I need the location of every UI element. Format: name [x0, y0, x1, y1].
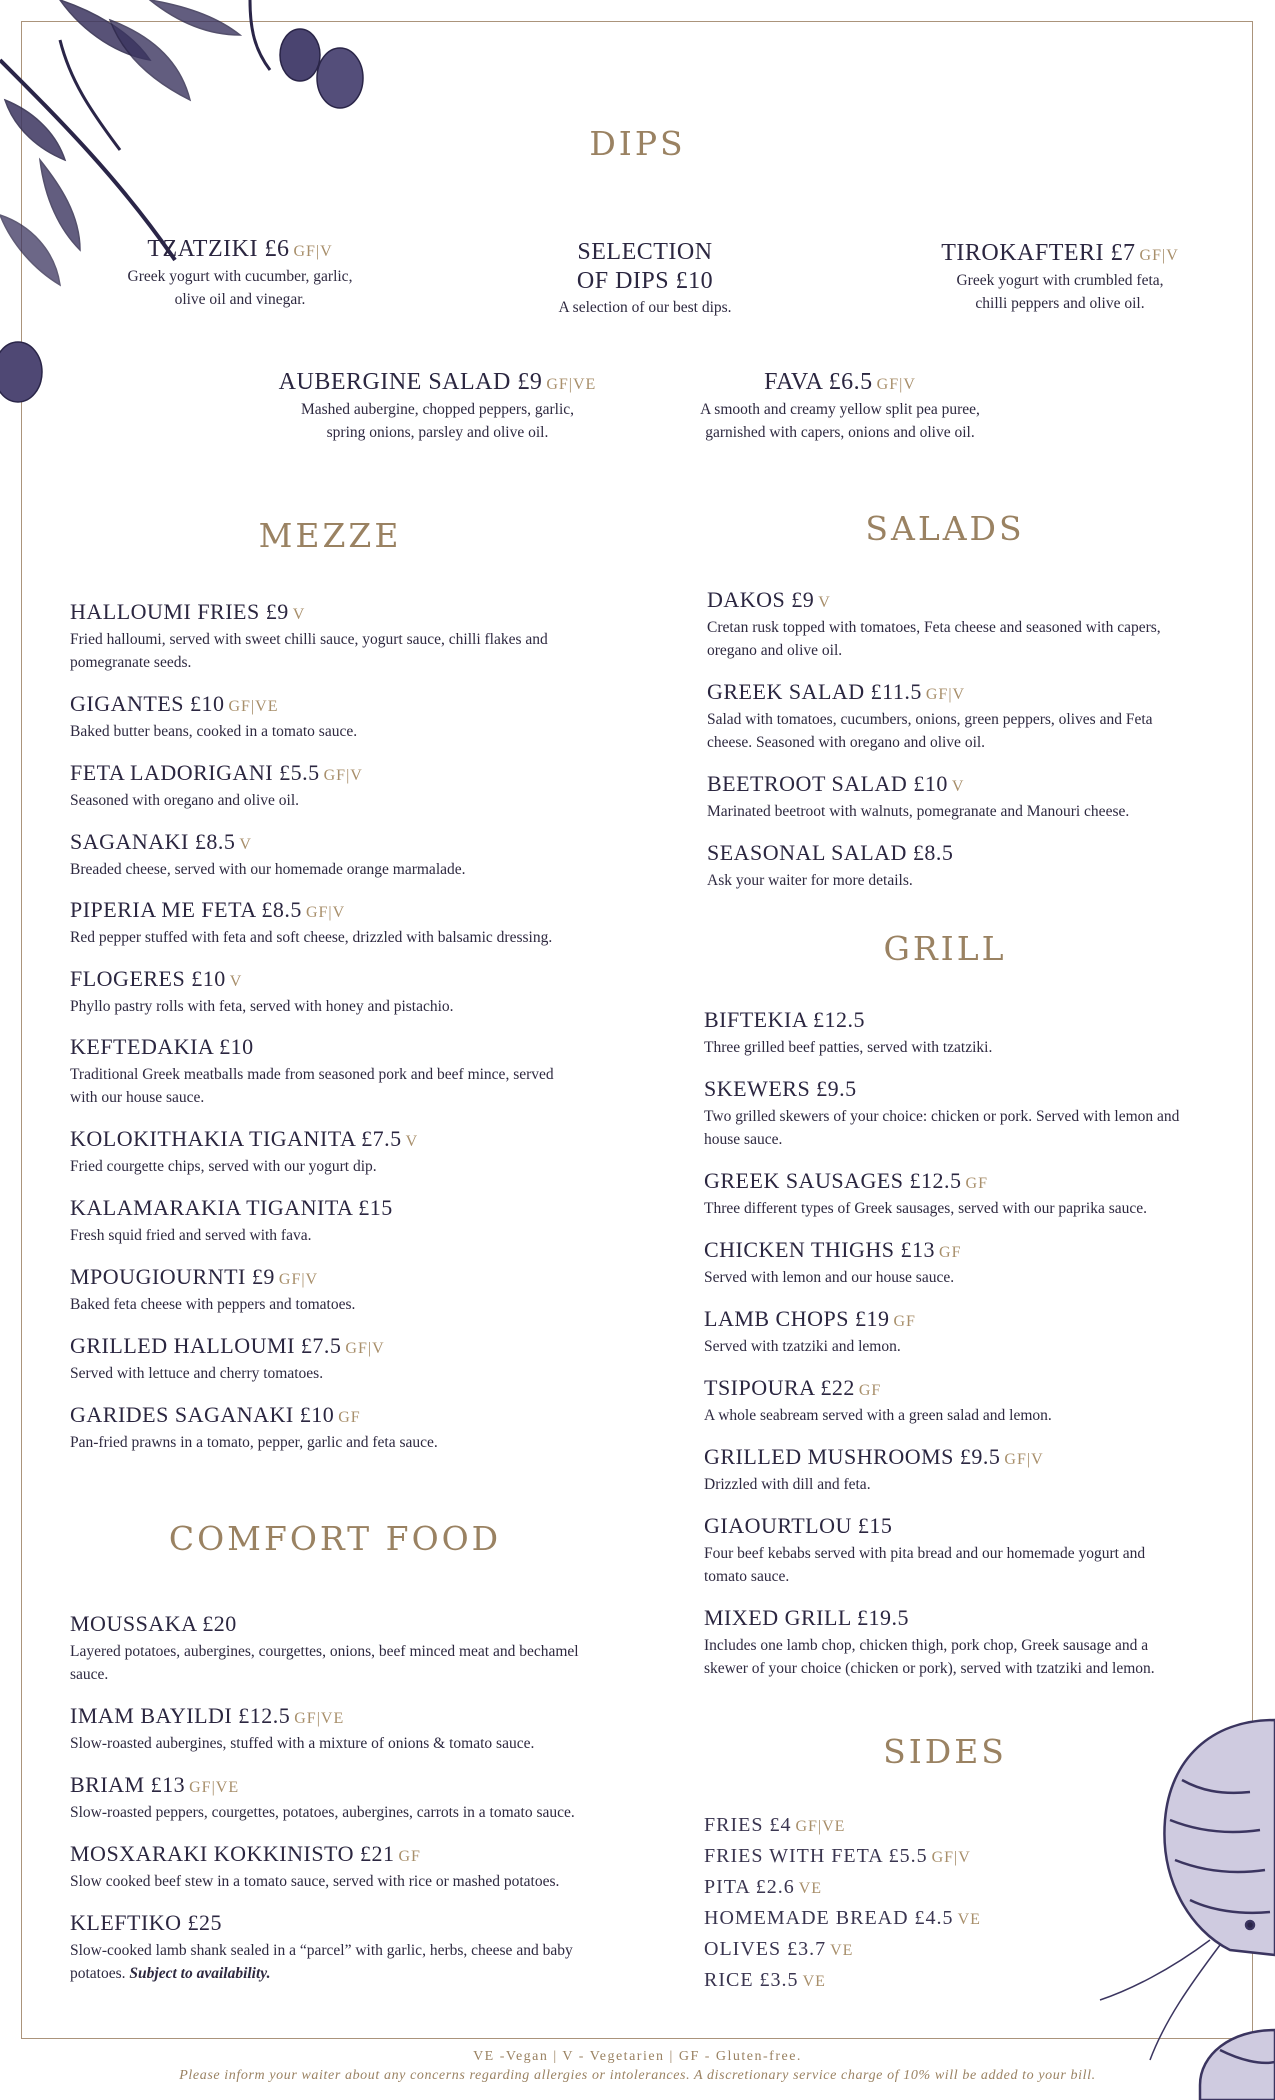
- item-name: DAKOS £9: [707, 587, 815, 612]
- item-desc: Four beef kebabs served with pita bread and our homemade yogurt and tomato sauce.: [704, 1545, 1146, 1585]
- item-name: KOLOKITHAKIA TIGANITA £7.5: [70, 1126, 402, 1151]
- item-name: GIAOURTLOU £15: [704, 1513, 893, 1538]
- dip-selection: [500, 238, 790, 319]
- dip-name: SELECTION: [577, 239, 713, 265]
- item-desc: Slow-cooked lamb shank sealed in a “parcel” with garlic, herbs, cheese and baby potatoes.: [70, 1942, 573, 1982]
- item-name: KEFTEDAKIA £10: [70, 1034, 254, 1059]
- dietary-tag: V: [405, 1133, 419, 1150]
- dip-desc: chilli peppers and olive oil.: [975, 295, 1145, 312]
- heading-grill: GRILL: [883, 929, 1007, 968]
- item-name: PIPERIA ME FETA £8.5: [70, 897, 302, 922]
- item-name: LAMB CHOPS £19: [704, 1306, 890, 1331]
- grill-item: [704, 1306, 1204, 1358]
- item-name: IMAM BAYILDI £12.5: [70, 1703, 291, 1728]
- dietary-tag: GF|VE: [228, 698, 279, 715]
- item-name: BEETROOT SALAD £10: [707, 771, 948, 796]
- mezze-item: [70, 1402, 630, 1454]
- grill-item: [704, 1237, 1204, 1289]
- grill-item: [704, 1444, 1204, 1496]
- comfort-item: [70, 1841, 670, 1893]
- dip-desc: Greek yogurt with cucumber, garlic,: [127, 268, 353, 285]
- item-name: OLIVES £3.7: [704, 1938, 827, 1960]
- dietary-legend: VE -Vegan | V - Vegetarien | GF - Gluten-free.: [473, 2049, 802, 2064]
- dip-name: TZATZIKI £6: [147, 236, 290, 262]
- item-name: FRIES £4: [704, 1814, 792, 1836]
- olive-branch-illustration: [0, 0, 380, 420]
- dietary-tag: GF|V: [323, 767, 363, 784]
- dietary-tag: GF|VE: [294, 1710, 345, 1727]
- item-desc: Fresh squid fried and served with fava.: [70, 1227, 312, 1244]
- heading-dips: DIPS: [589, 124, 686, 163]
- item-desc: Red pepper stuffed with feta and soft cheese, drizzled with balsamic dressing.: [70, 929, 553, 946]
- item-desc: Layered potatoes, aubergines, courgettes, onions, beef minced meat and bechamel sauce.: [70, 1643, 579, 1683]
- dietary-tag: GF|V: [305, 904, 346, 921]
- side-item: [704, 1907, 981, 1930]
- heading-sides: SIDES: [883, 1732, 1007, 1771]
- grill-item: [704, 1076, 1204, 1151]
- item-name: HOMEMADE BREAD £4.5: [704, 1907, 954, 1929]
- item-desc: Seasoned with oregano and olive oil.: [70, 792, 300, 809]
- item-desc: Three different types of Greek sausages, served with our paprika sauce.: [704, 1200, 1148, 1217]
- dietary-tag: GF|V: [1139, 247, 1179, 264]
- mezze-item: [70, 1333, 630, 1385]
- dietary-tag: GF|V: [278, 1271, 319, 1288]
- dietary-tag: V: [239, 836, 252, 853]
- dip-name: TIROKAFTERI £7: [941, 240, 1136, 266]
- item-name: FLOGERES £10: [70, 966, 226, 991]
- dietary-tag: GF|VE: [546, 376, 597, 393]
- dietary-tag: V: [951, 778, 965, 795]
- dietary-tag: VE: [957, 1911, 981, 1928]
- salad-item: [707, 840, 1197, 892]
- item-desc: Breaded cheese, served with our homemade orange marmalade.: [70, 861, 466, 878]
- item-desc: A whole seabream served with a green salad and lemon.: [704, 1407, 1052, 1424]
- item-desc: Slow-roasted aubergines, stuffed with a mixture of onions & tomato sauce.: [70, 1735, 535, 1752]
- dip-desc: olive oil and vinegar.: [174, 291, 306, 308]
- item-name: GREEK SAUSAGES £12.5: [704, 1168, 962, 1193]
- dietary-tag: GF|VE: [189, 1779, 240, 1796]
- dietary-tag: GF: [893, 1313, 916, 1330]
- mezze-item: [70, 760, 590, 812]
- item-name: CHICKEN THIGHS £13: [704, 1237, 936, 1262]
- grill-item: [704, 1605, 1184, 1680]
- mezze-item: [70, 691, 590, 743]
- heading-comfort-food: COMFORT FOOD: [168, 1519, 502, 1558]
- item-name: GRILLED MUSHROOMS £9.5: [704, 1444, 1001, 1469]
- mezze-item: [70, 897, 650, 949]
- item-desc: Salad with tomatoes, cucumbers, onions, green peppers, olives and Feta cheese. Seasoned with oregano and olive oil.: [707, 711, 1153, 751]
- item-name: SAGANAKI £8.5: [70, 829, 236, 854]
- item-desc: Baked feta cheese with peppers and tomatoes.: [70, 1296, 356, 1313]
- item-name: RICE £3.5: [704, 1969, 799, 1991]
- dietary-tag: V: [818, 594, 831, 611]
- comfort-item: [70, 1910, 630, 1985]
- mezze-item: [70, 829, 610, 881]
- availability-note: Subject to availability.: [129, 1965, 271, 1982]
- dietary-tag: GF|V: [931, 1849, 971, 1866]
- dietary-tag: GF|V: [293, 243, 333, 260]
- dip-tirokafteri: [910, 240, 1210, 315]
- dietary-tag: GF: [939, 1244, 962, 1261]
- item-desc: Ask your waiter for more details.: [707, 872, 913, 889]
- item-desc: Baked butter beans, cooked in a tomato sauce.: [70, 723, 358, 740]
- item-desc: Served with lemon and our house sauce.: [704, 1269, 955, 1286]
- side-item: [704, 1814, 845, 1837]
- comfort-item: [70, 1611, 610, 1686]
- mezze-item: [70, 1126, 630, 1178]
- item-desc: Cretan rusk topped with tomatoes, Feta cheese and seasoned with capers, oregano and olive oil.: [707, 619, 1161, 659]
- item-desc: Two grilled skewers of your choice: chicken or pork. Served with lemon and house sauce.: [704, 1108, 1180, 1148]
- item-name: FRIES WITH FETA £5.5: [704, 1845, 928, 1867]
- mezze-item: [70, 1264, 630, 1316]
- item-name: HALLOUMI FRIES £9: [70, 599, 289, 624]
- heading-salads: SALADS: [865, 509, 1025, 548]
- item-name: KLEFTIKO £25: [70, 1910, 223, 1935]
- mezze-item: [70, 966, 630, 1018]
- dietary-tag: GF: [858, 1382, 882, 1399]
- item-name: BIFTEKIA £12.5: [704, 1007, 865, 1032]
- item-name: SKEWERS £9.5: [704, 1076, 857, 1101]
- item-desc: Slow-roasted peppers, courgettes, potatoes, aubergines, carrots in a tomato sauce.: [70, 1804, 575, 1821]
- dip-desc: A smooth and creamy yellow split pea puree,: [700, 401, 980, 418]
- comfort-item: [70, 1772, 670, 1824]
- dietary-tag: GF: [338, 1409, 361, 1426]
- item-name: TSIPOURA £22: [704, 1375, 855, 1400]
- item-name: MPOUGIOURNTI £9: [70, 1264, 275, 1289]
- dip-name: FAVA £6.5: [764, 369, 873, 395]
- item-desc: Marinated beetroot with walnuts, pomegranate and Manouri cheese.: [707, 803, 1130, 820]
- dietary-tag: GF: [965, 1175, 988, 1192]
- item-desc: Served with lettuce and cherry tomatoes.: [70, 1365, 324, 1382]
- dip-desc: Mashed aubergine, chopped peppers, garlic,: [300, 401, 575, 418]
- dip-desc: Greek yogurt with crumbled feta,: [956, 272, 1164, 289]
- heading-mezze: MEZZE: [258, 516, 402, 555]
- grill-item: [704, 1375, 1204, 1427]
- dietary-tag: GF|V: [1004, 1451, 1044, 1468]
- dip-fava: [680, 369, 1000, 444]
- grill-item: [704, 1168, 1204, 1220]
- item-desc: Fried halloumi, served with sweet chilli sauce, yogurt sauce, chilli flakes and pomegranate seeds.: [70, 631, 548, 671]
- item-desc: Pan-fried prawns in a tomato, pepper, garlic and feta sauce.: [70, 1434, 438, 1451]
- item-desc: Phyllo pastry rolls with feta, served with honey and pistachio.: [70, 998, 454, 1015]
- item-name: MOSXARAKI KOKKINISTO £21: [70, 1841, 395, 1866]
- salad-item: [707, 771, 1197, 823]
- item-name: BRIAM £13: [70, 1772, 186, 1797]
- dietary-tag: VE: [830, 1942, 854, 1959]
- salad-item: [707, 587, 1197, 662]
- item-desc: Drizzled with dill and feta.: [704, 1476, 871, 1493]
- grill-item: [704, 1007, 1204, 1059]
- salad-item: [707, 679, 1177, 754]
- comfort-item: [70, 1703, 670, 1755]
- dip-desc: spring onions, parsley and olive oil.: [326, 424, 549, 441]
- mezze-item: [70, 1034, 560, 1109]
- dip-name: OF DIPS £10: [576, 268, 714, 294]
- item-desc: Traditional Greek meatballs made from seasoned pork and beef mince, served with our house sauce.: [70, 1066, 554, 1106]
- item-name: MIXED GRILL £19.5: [704, 1605, 910, 1630]
- side-item: [704, 1876, 822, 1899]
- side-item: [704, 1845, 971, 1868]
- item-name: PITA £2.6: [704, 1876, 795, 1898]
- dietary-tag: GF|VE: [795, 1818, 846, 1835]
- allergy-service-note: Please inform your waiter about any concerns regarding allergies or intolerances. A discretionary service charge of 10% will be added to your bill.: [179, 2068, 1096, 2083]
- item-name: SEASONAL SALAD £8.5: [707, 840, 954, 865]
- dietary-tag: GF|V: [345, 1340, 385, 1357]
- dip-desc: garnished with capers, onions and olive oil.: [705, 424, 975, 441]
- mezze-item: [70, 599, 590, 674]
- dietary-tag: V: [229, 973, 243, 990]
- dietary-tag: VE: [802, 1973, 826, 1990]
- dietary-tag: GF: [398, 1848, 421, 1865]
- item-name: FETA LADORIGANI £5.5: [70, 760, 320, 785]
- item-name: MOUSSAKA £20: [70, 1611, 237, 1636]
- item-name: GARIDES SAGANAKI £10: [70, 1402, 335, 1427]
- item-desc: Includes one lamb chop, chicken thigh, pork chop, Greek sausage and a skewer of your choice (chicken or pork), served with tzatziki and lemon.: [704, 1637, 1155, 1677]
- item-desc: Three grilled beef patties, served with tzatziki.: [704, 1039, 993, 1056]
- item-name: GREEK SALAD £11.5: [707, 679, 922, 704]
- item-name: GRILLED HALLOUMI £7.5: [70, 1333, 342, 1358]
- dietary-tag: VE: [798, 1880, 823, 1897]
- item-desc: Slow cooked beef stew in a tomato sauce, served with rice or mashed potatoes.: [70, 1873, 560, 1890]
- side-item: [704, 1938, 853, 1961]
- item-desc: Served with tzatziki and lemon.: [704, 1338, 901, 1355]
- grill-item: [704, 1513, 1174, 1588]
- dietary-tag: GF|V: [876, 376, 916, 393]
- item-name: GIGANTES £10: [70, 691, 225, 716]
- mezze-item: [70, 1195, 630, 1247]
- dip-desc: A selection of our best dips.: [558, 299, 732, 316]
- item-desc: Fried courgette chips, served with our yogurt dip.: [70, 1158, 377, 1175]
- item-name: KALAMARAKIA TIGANITA £15: [70, 1195, 393, 1220]
- dip-name: AUBERGINE SALAD £9: [278, 369, 543, 395]
- dietary-tag: GF|V: [925, 686, 966, 703]
- dietary-tag: V: [292, 606, 306, 623]
- dip-aubergine-salad: [255, 369, 620, 444]
- side-item: [704, 1969, 826, 1992]
- dip-tzatziki: [90, 236, 390, 311]
